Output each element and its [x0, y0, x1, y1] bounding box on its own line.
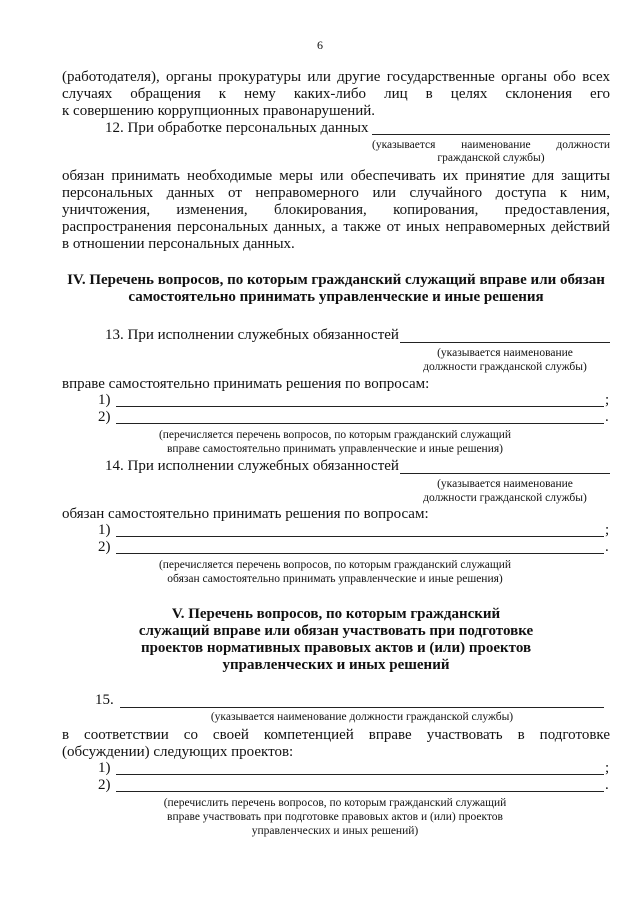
- item-13-blank: [400, 342, 610, 343]
- item-13-list-caption: (перечисляется перечень вопросов, по которым гражданский служащий: [158, 429, 512, 441]
- list-blank: [116, 791, 604, 792]
- item-14-list-caption: обязан самостоятельно принимать управленческие и иные решения): [167, 573, 503, 585]
- section-5-title: V. Перечень вопросов, по которым гражданский: [171, 606, 501, 622]
- item-15-lead: 15.: [95, 692, 114, 708]
- list-end: .: [605, 777, 609, 793]
- section-4-title: самостоятельно принимать управленческие и иные решения: [128, 289, 544, 305]
- section-5-title: управленческих и иных решений: [222, 657, 450, 673]
- paragraph-line: персональных данных от неправомерного или случайного доступа к ним,: [62, 185, 610, 201]
- paragraph-line: обязан принимать необходимые меры или обеспечивать их принятие для защиты: [62, 168, 610, 184]
- item-15-list-caption: (перечислить перечень вопросов, по которым гражданский служащий: [163, 797, 507, 809]
- list-end: .: [605, 409, 609, 425]
- item-13-caption: (указывается наименование: [437, 347, 573, 359]
- list-number: 2): [98, 539, 111, 555]
- paragraph-line: распространения персональных данных, а также от иных неправомерных действий: [62, 219, 610, 235]
- page-number: 6: [317, 38, 323, 52]
- item-15-list-caption: управленческих и иных решений): [251, 825, 419, 837]
- item-15-caption: (указывается наименование должности гражданской службы): [210, 711, 514, 723]
- item-13-lead: 13. При исполнении служебных обязанностей: [105, 327, 399, 343]
- item-14-lead: 14. При исполнении служебных обязанностей: [105, 458, 399, 474]
- item-15-body: (обсуждении) следующих проектов:: [62, 744, 294, 760]
- item-12-lead: 12. При обработке персональных данных: [105, 120, 369, 136]
- list-number: 1): [98, 522, 111, 538]
- list-end: ;: [605, 392, 610, 408]
- section-4-title: IV. Перечень вопросов, по которым гражданский служащий вправе или обязан: [67, 272, 605, 288]
- list-number: 1): [98, 392, 111, 408]
- paragraph-line: к совершению коррупционных правонарушений.: [62, 103, 376, 119]
- item-12-caption: (указывается наименование должности: [372, 139, 610, 151]
- list-number: 2): [98, 409, 111, 425]
- item-15-list-caption: вправе участвовать при подготовке правовых актов и (или) проектов: [167, 811, 503, 823]
- item-14-list-caption: (перечисляется перечень вопросов, по которым гражданский служащий: [158, 559, 512, 571]
- list-blank: [116, 553, 604, 554]
- list-end: ;: [605, 522, 610, 538]
- list-number: 1): [98, 760, 111, 776]
- item-13-caption: должности гражданской службы): [423, 361, 587, 373]
- paragraph-line: в отношении персональных данных.: [62, 236, 295, 252]
- item-13-list-caption: вправе самостоятельно принимать управленческие и иные решения): [167, 443, 503, 455]
- item-14-caption: должности гражданской службы): [423, 492, 587, 504]
- section-5-title: проектов нормативных правовых актов и (или) проектов: [140, 640, 532, 656]
- paragraph-line: уничтожения, изменения, блокирования, копирования, предоставления,: [62, 202, 610, 218]
- item-14-caption: (указывается наименование: [437, 478, 573, 490]
- list-end: .: [605, 539, 609, 555]
- item-14-blank: [400, 473, 610, 474]
- list-blank: [116, 406, 604, 407]
- list-end: ;: [605, 760, 610, 776]
- item-15-blank: [120, 707, 604, 708]
- item-12-blank: [372, 134, 610, 135]
- list-blank: [116, 536, 604, 537]
- list-number: 2): [98, 777, 111, 793]
- paragraph-line: случаях обращения к нему каких-либо лиц в целях склонения его: [62, 86, 610, 102]
- paragraph-line: (работодателя), органы прокуратуры или другие государственные органы обо всех: [62, 69, 610, 85]
- list-blank: [116, 423, 604, 424]
- list-blank: [116, 774, 604, 775]
- item-15-body: в соответствии со своей компетенцией вправе участвовать в подготовке: [62, 727, 610, 743]
- item-13-body: вправе самостоятельно принимать решения по вопросам:: [62, 376, 430, 392]
- item-14-body: обязан самостоятельно принимать решения по вопросам:: [62, 506, 429, 522]
- item-12-caption: гражданской службы): [437, 152, 545, 164]
- section-5-title: служащий вправе или обязан участвовать при подготовке: [138, 623, 534, 639]
